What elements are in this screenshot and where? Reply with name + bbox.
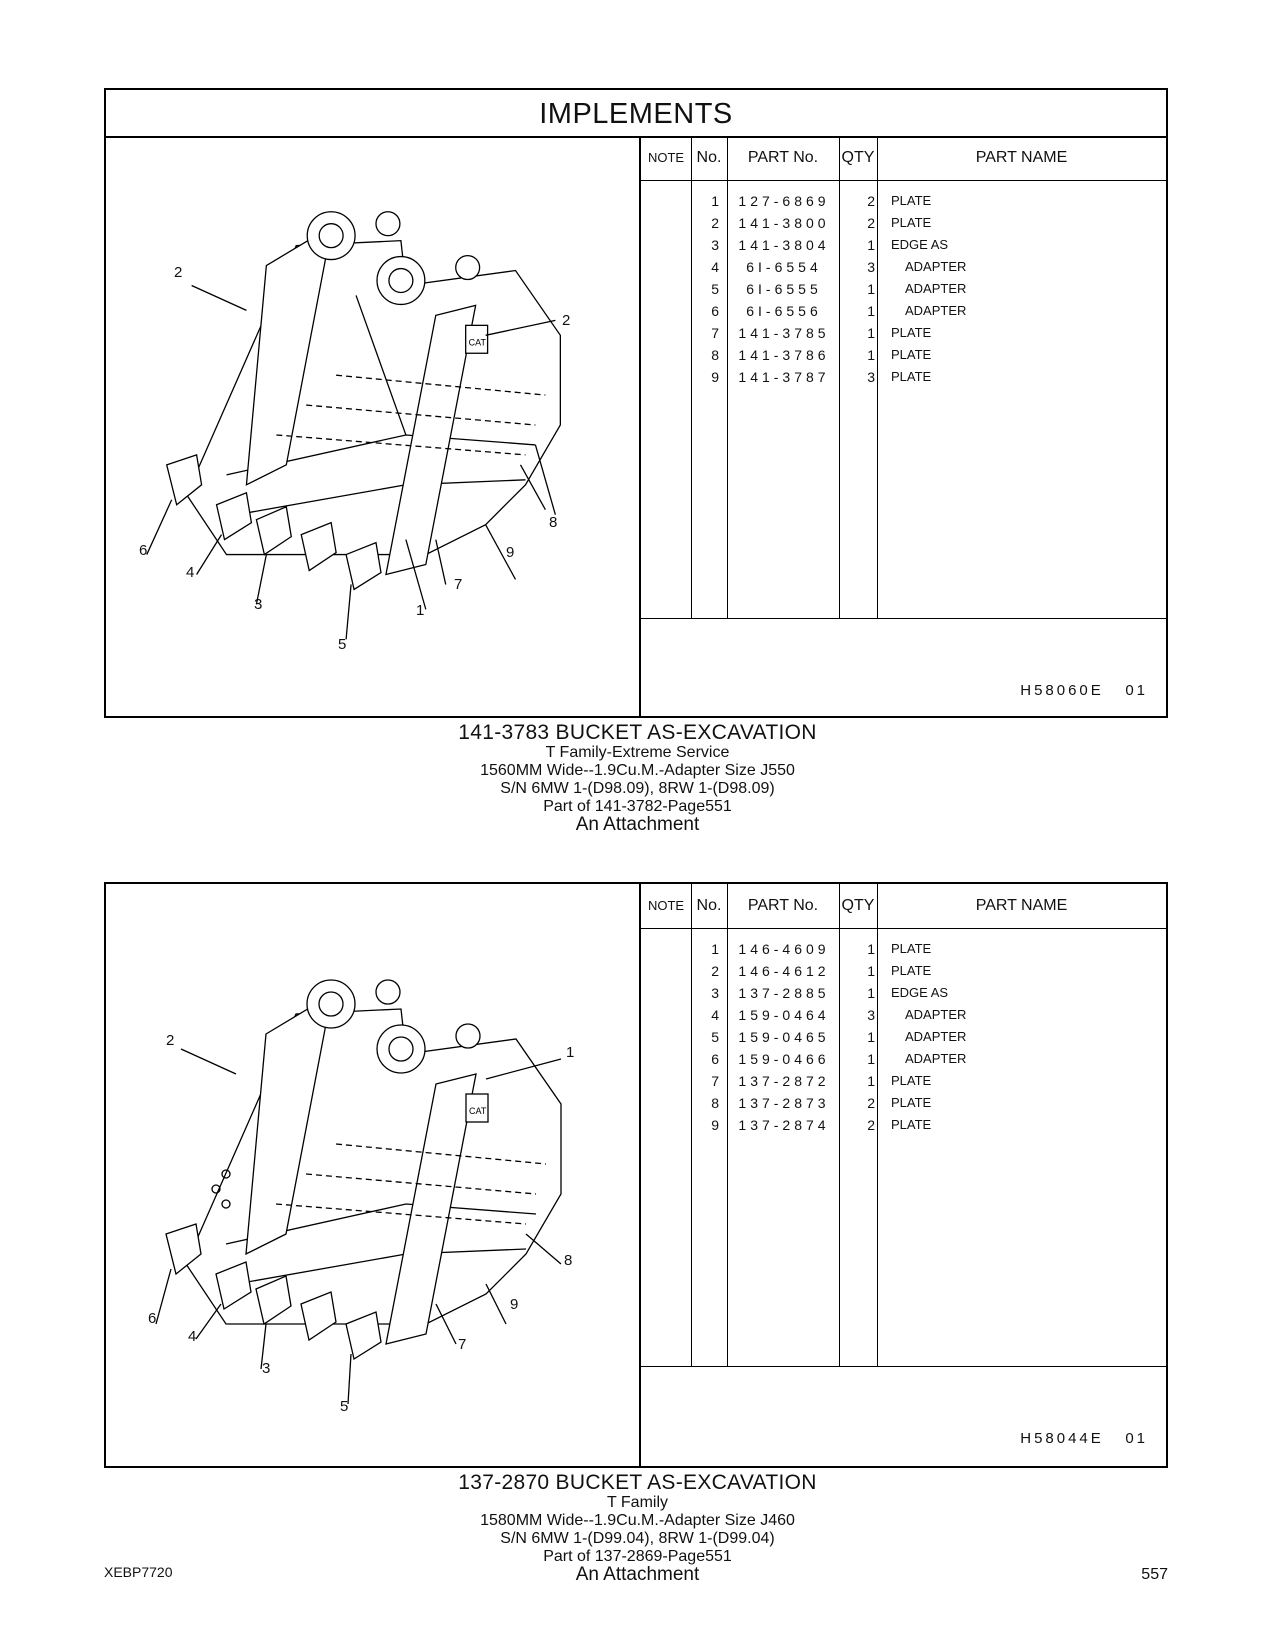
- table-row: 3 141-3804 1 EDGE AS: [711, 237, 949, 253]
- caption-line: T Family-Extreme Service: [545, 744, 730, 761]
- table-row: 3 137-2885 1 EDGE AS: [711, 985, 949, 1001]
- caption-2: [0, 1472, 1275, 1584]
- parts-table-1: [639, 136, 1166, 716]
- caption-line: Part of 141-3782-Page551: [543, 798, 732, 815]
- caption-line: T Family: [606, 1494, 669, 1511]
- table-row: 8 137-2873 2 PLATE: [711, 1095, 932, 1111]
- table-row: 9 137-2874 2 PLATE: [711, 1117, 932, 1133]
- table-row: 2 141-3800 2 PLATE: [711, 215, 932, 231]
- table-row: 1 127-6869 2 PLATE: [711, 193, 932, 209]
- table-row: 4 159-0464 3 ADAPTER: [711, 1007, 967, 1023]
- parts-sheet-2: [104, 882, 1168, 1468]
- table-row: 4 6I-6554 3 ADAPTER: [711, 259, 967, 275]
- caption-line: Part of 137-2869-Page551: [543, 1548, 732, 1565]
- caption-1: [0, 722, 1275, 834]
- bucket-illustration-1: [106, 136, 639, 716]
- callout-7: 7: [458, 1336, 467, 1353]
- bucket-illustration-2: [106, 884, 639, 1466]
- col-note: NOTE: [647, 898, 685, 913]
- table-row: 7 137-2872 1 PLATE: [711, 1073, 932, 1089]
- col-part-name: PART NAME: [975, 149, 1068, 166]
- callout-4: 4: [188, 1328, 197, 1345]
- col-qty: QTY: [841, 897, 875, 914]
- caption-title: 137-2870 BUCKET AS-EXCAVATION: [458, 1471, 817, 1494]
- document-id: XEBP7720: [104, 1564, 173, 1580]
- callout-5: 5: [340, 1398, 349, 1415]
- caption-attachment: An Attachment: [575, 1564, 700, 1585]
- callout-3: 3: [262, 1360, 271, 1377]
- col-no: No.: [696, 897, 722, 914]
- caption-line: 1580MM Wide--1.9Cu.M.-Adapter Size J460: [480, 1512, 795, 1529]
- callout-6: 6: [148, 1310, 157, 1327]
- callout-2: 2: [166, 1032, 175, 1049]
- table-row: 6 159-0466 1 ADAPTER: [711, 1051, 967, 1067]
- callout-8: 8: [549, 514, 558, 531]
- page-title: IMPLEMENTS: [106, 90, 1166, 138]
- page-number: 557: [1141, 1566, 1168, 1583]
- caption-line: S/N 6MW 1-(D99.04), 8RW 1-(D99.04): [500, 1530, 775, 1547]
- table-row: 8 141-3786 1 PLATE: [711, 347, 932, 363]
- callout-4: 4: [186, 564, 195, 581]
- bucket-drawing-1: [106, 136, 639, 716]
- caption-line: 1560MM Wide--1.9Cu.M.-Adapter Size J550: [480, 762, 795, 779]
- callout-9: 9: [510, 1296, 519, 1313]
- table-row: 5 6I-6555 1 ADAPTER: [711, 281, 967, 297]
- caption-attachment: An Attachment: [575, 814, 700, 835]
- callout-2b: 2: [562, 312, 571, 329]
- parts-sheet-1: [104, 88, 1168, 718]
- callout-3: 3: [254, 596, 263, 613]
- callout-8: 8: [564, 1252, 573, 1269]
- col-note: NOTE: [647, 150, 685, 165]
- col-no: No.: [696, 149, 722, 166]
- svg-text:CAT: CAT: [468, 337, 486, 348]
- col-part-name: PART NAME: [975, 897, 1068, 914]
- table-row: 7 141-3785 1 PLATE: [711, 325, 932, 341]
- caption-line: S/N 6MW 1-(D98.09), 8RW 1-(D98.09): [500, 780, 775, 797]
- reference-code: H58060E 01: [1020, 682, 1148, 699]
- reference-code: H58044E 01: [1020, 1430, 1148, 1447]
- callout-5: 5: [338, 636, 347, 653]
- callout-7: 7: [454, 576, 463, 593]
- col-part-no: PART No.: [747, 149, 819, 166]
- callout-9: 9: [506, 544, 515, 561]
- callout-1: 1: [566, 1044, 575, 1061]
- callout-2a: 2: [174, 264, 183, 281]
- col-part-no: PART No.: [747, 897, 819, 914]
- table-row: 6 6I-6556 1 ADAPTER: [711, 303, 967, 319]
- callout-6: 6: [139, 542, 148, 559]
- table-row: 9 141-3787 3 PLATE: [711, 369, 932, 385]
- bucket-drawing-2: [106, 884, 639, 1466]
- callout-1: 1: [416, 602, 425, 619]
- table-row: 5 159-0465 1 ADAPTER: [711, 1029, 967, 1045]
- parts-table-2: [639, 884, 1166, 1466]
- col-qty: QTY: [841, 149, 875, 166]
- table-row: 1 146-4609 1 PLATE: [711, 941, 932, 957]
- svg-text:CAT: CAT: [469, 1106, 487, 1116]
- table-row: 2 146-4612 1 PLATE: [711, 963, 932, 979]
- caption-title: 141-3783 BUCKET AS-EXCAVATION: [458, 721, 817, 744]
